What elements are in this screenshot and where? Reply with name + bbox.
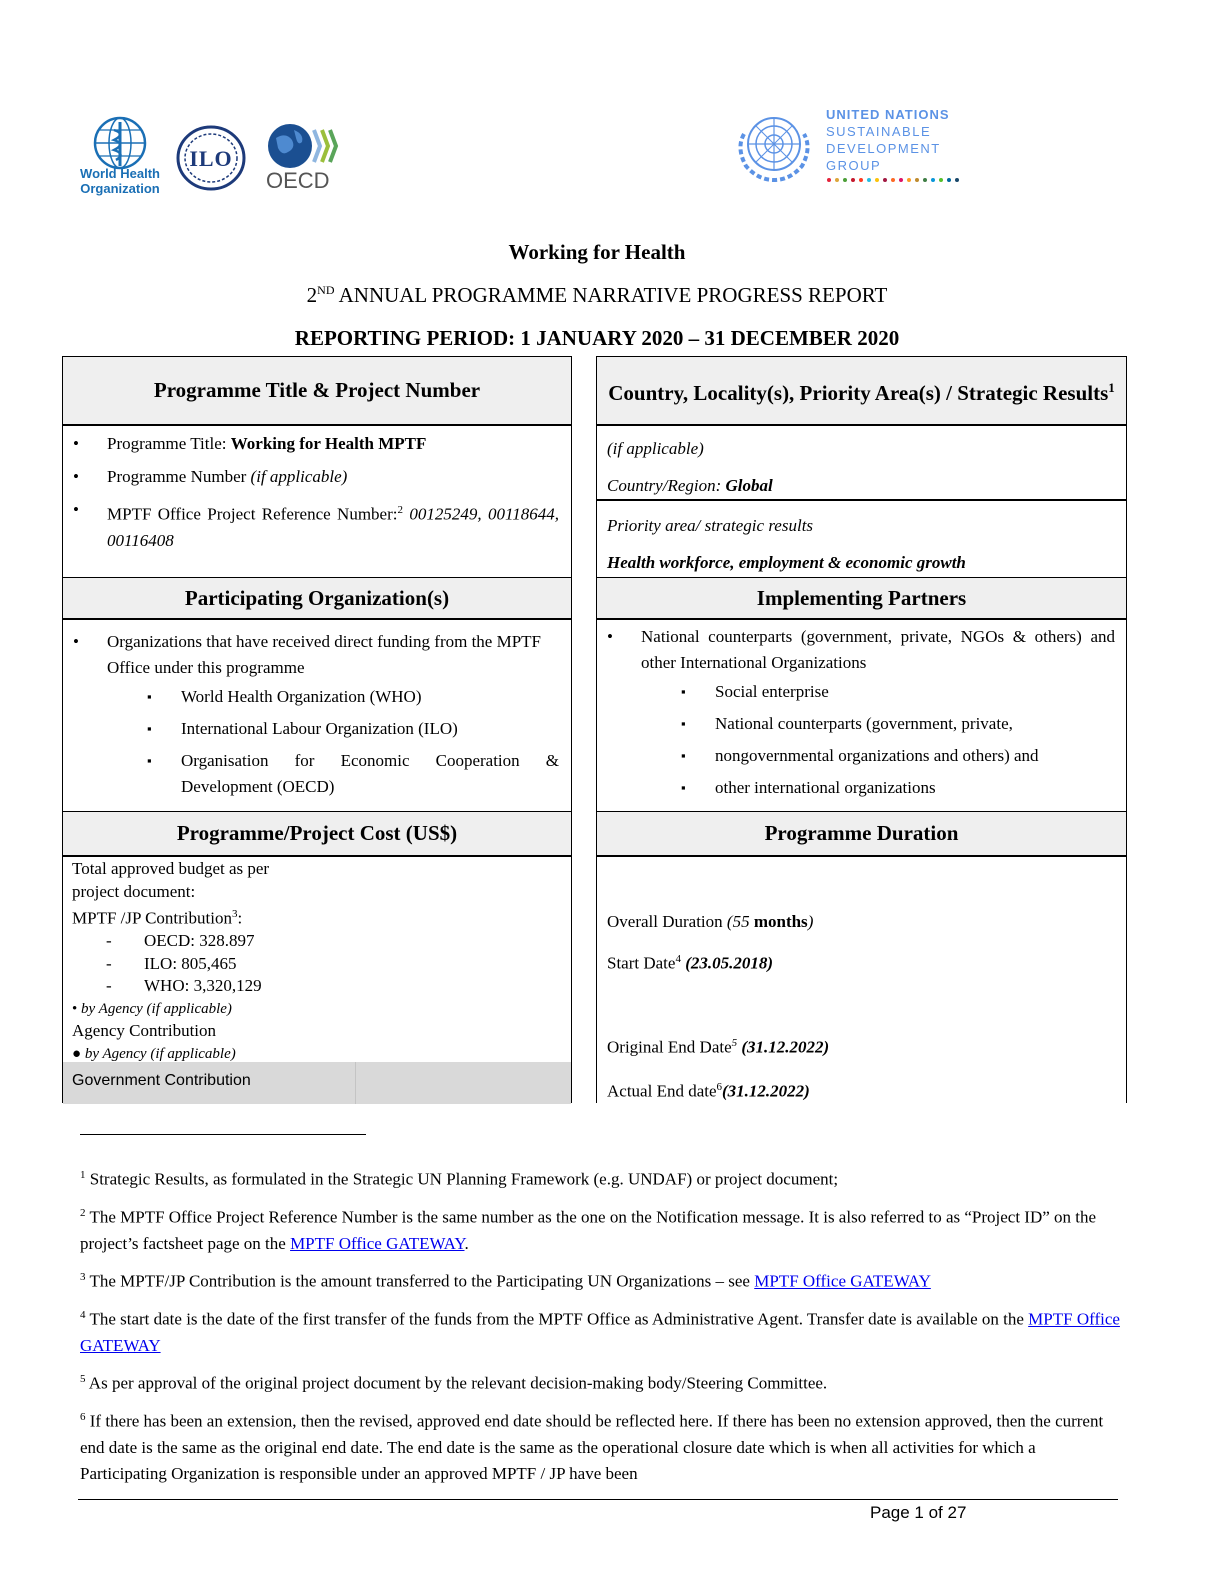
mptf-ref-sup: 2 <box>397 504 403 516</box>
cost-header: Programme/Project Cost (US$) <box>63 812 571 855</box>
divider <box>63 618 571 620</box>
orig-end-sup: 5 <box>731 1037 738 1049</box>
cost-item-ilo <box>72 953 269 976</box>
participating-intro <box>63 629 559 800</box>
cost-line2: project document: <box>72 881 196 901</box>
mptf-gateway-link[interactable]: MPTF Office GATEWAY <box>80 1309 1120 1355</box>
page-number: Page 1 of 27 <box>870 1503 967 1522</box>
overall-label: Overall Duration <box>607 912 727 931</box>
country-region-label: Country/Region: <box>607 476 726 495</box>
orig-end-value: (31.12.2022) <box>737 1037 830 1057</box>
cost-item-who <box>72 975 269 998</box>
fn-text: If there has been an extension, then the revised, approved end date should be reflected here. If there has been no extension approved, then the current end date is the same as the original end date. The end date is the same as the operational closure date which is when all activities for which a Participating Organization is responsible under an approved MPTF / JP have been <box>80 1411 1104 1483</box>
government-contribution: Government Contribution <box>72 1072 251 1089</box>
implementing-item: ▪ other international organizations <box>641 775 1115 801</box>
programme-title-box <box>62 356 572 578</box>
divider <box>597 855 1126 857</box>
start-label: Start Date <box>607 953 676 973</box>
report-title: Working for Health <box>508 240 686 264</box>
by-agency-1 <box>72 998 269 1021</box>
participating-header: Participating Organization(s) <box>63 578 571 618</box>
cost-content <box>72 858 269 1065</box>
actual-end-date <box>607 1074 810 1105</box>
original-end-date <box>607 1030 829 1061</box>
dash: - <box>106 976 112 996</box>
unsdg-logo <box>732 104 972 188</box>
cost-line1: Total approved budget as per <box>72 859 270 878</box>
cost-item-text: WHO: 3,320,129 <box>144 976 262 996</box>
fn-sup: 5 <box>80 1373 86 1385</box>
implementing-box <box>596 577 1127 812</box>
overall-value-bold: months <box>753 912 808 931</box>
who-logo-line1: World Health <box>80 166 160 181</box>
footnote-1 <box>80 1162 1120 1193</box>
participating-box <box>62 577 572 812</box>
un-emblem-icon <box>732 104 816 184</box>
implementing-item: ▪ nongovernmental organizations and others) and <box>641 743 1115 769</box>
start-sup: 4 <box>675 953 681 965</box>
fn-sup: 2 <box>80 1207 86 1219</box>
country-header-text: Country, Locality(s), Priority Area(s) / Strategic Results <box>608 381 1109 405</box>
fn-text: Strategic Results, as formulated in the Strategic UN Planning Framework (e.g. UNDAF) or project document; <box>85 1169 839 1189</box>
actual-end-value: (31.12.2022) <box>722 1081 810 1101</box>
fn-period: . <box>464 1233 469 1253</box>
cost-box <box>62 811 572 1103</box>
footnote-5 <box>80 1366 1120 1397</box>
footnote-separator <box>80 1134 366 1135</box>
programme-number-note: (if applicable) <box>250 467 348 486</box>
subtitle-pre: 2 <box>306 283 318 307</box>
participating-org: ▪ World Health Organization (WHO) <box>107 684 559 710</box>
oecd-globe-icon <box>266 122 340 170</box>
dash: - <box>106 931 112 951</box>
participating-orgs-list <box>107 684 559 800</box>
implementing-item: ▪ Social enterprise <box>641 679 1115 705</box>
cost-item-text: ILO: 805,465 <box>144 953 237 973</box>
divider <box>63 424 571 426</box>
orig-end-label: Original End Date <box>607 1037 732 1057</box>
subtitle-post: ANNUAL PROGRAMME NARRATIVE PROGRESS REPORT <box>334 283 888 307</box>
country-if-applicable: (if applicable) <box>607 439 704 458</box>
who-logo-line2: Organization <box>80 181 160 196</box>
start-date <box>607 946 773 977</box>
cost-contrib-colon: : <box>237 908 243 928</box>
by-agency-text: by Agency (if applicable) <box>84 1045 236 1062</box>
oecd-logo <box>266 122 340 194</box>
implementing-header: Implementing Partners <box>597 578 1126 618</box>
who-logo <box>78 116 162 198</box>
country-box <box>596 356 1127 578</box>
country-header <box>597 357 1126 424</box>
country-region <box>607 473 773 499</box>
unsdg-line3: DEVELOPMENT <box>826 141 941 156</box>
unsdg-line1: UNITED NATIONS <box>826 107 950 122</box>
programme-title-header: Programme Title & Project Number <box>63 357 571 424</box>
programme-title-label: Programme Title: <box>107 434 231 453</box>
mptf-ref-item <box>63 497 559 554</box>
fn-sup: 3 <box>80 1271 86 1283</box>
subtitle-sup: ND <box>317 283 335 297</box>
fn-sup: 6 <box>80 1411 86 1423</box>
overall-duration <box>607 909 813 935</box>
participating-org: ▪ Organisation for Economic Cooperation & Development (OECD) <box>107 748 559 800</box>
participating-intro-text: Organizations that have received direct funding from the MPTF Office under this programme <box>107 632 542 677</box>
implementing-item: ▪ National counterparts (government, private, <box>641 711 1115 737</box>
country-header-sup: 1 <box>1108 380 1115 395</box>
divider <box>355 1062 356 1104</box>
programme-title-list <box>63 431 559 561</box>
cost-item-oecd <box>72 930 269 953</box>
bullet: ● <box>72 1045 85 1062</box>
overall-value-open: (55 <box>726 912 754 931</box>
participating-list <box>63 629 559 807</box>
programme-title-value: Working for Health MPTF <box>230 434 427 453</box>
who-emblem-icon <box>78 116 162 172</box>
priority-value: Health workforce, employment & economic growth <box>607 553 966 572</box>
fn-text: The MPTF/JP Contribution is the amount transferred to the Participating UN Organizations – see <box>85 1271 755 1291</box>
bullet: • <box>72 1000 82 1017</box>
programme-number-label: Programme Number <box>107 467 251 486</box>
duration-box <box>596 811 1127 1103</box>
programme-title-item <box>63 431 559 457</box>
duration-header: Programme Duration <box>597 812 1126 855</box>
participating-org: ▪ International Labour Organization (ILO) <box>107 716 559 742</box>
footer-rule <box>78 1499 1118 1500</box>
government-contribution-row <box>63 1062 571 1104</box>
mptf-ref-label: MPTF Office Project Reference Number: <box>107 504 398 524</box>
fn-sup: 4 <box>80 1309 86 1321</box>
cost-contrib <box>72 903 269 930</box>
footnote-2 <box>80 1200 1120 1257</box>
footnote-3 <box>80 1264 1120 1295</box>
mptf-ref-value: 00125249, 00118644, 00116408 <box>107 504 559 550</box>
start-value: (23.05.2018) <box>680 953 774 973</box>
divider <box>597 618 1126 620</box>
implementing-intro <box>597 624 1115 801</box>
agency-contribution: Agency Contribution <box>72 1021 217 1041</box>
overall-value-close: ) <box>807 912 814 931</box>
actual-end-label: Actual End date <box>607 1081 717 1101</box>
sdg-color-dots-icon <box>826 176 966 184</box>
cost-contrib-sup: 3 <box>231 908 238 920</box>
footnote-4 <box>80 1302 1120 1359</box>
country-region-value: Global <box>725 476 773 495</box>
by-agency-text: by Agency (if applicable) <box>81 1000 232 1017</box>
reporting-period: REPORTING PERIOD: 1 JANUARY 2020 – 31 DECEMBER 2020 <box>294 326 900 350</box>
implementing-list <box>597 624 1115 808</box>
mptf-gateway-link[interactable]: MPTF Office GATEWAY <box>754 1271 931 1291</box>
cost-item-text: OECD: 328.897 <box>144 931 255 951</box>
footnote-6 <box>80 1404 1120 1487</box>
divider <box>597 424 1126 426</box>
implementing-intro-text: National counterparts (government, private, NGOs & others) and other International Organizations <box>641 627 1115 672</box>
fn-text: The start date is the date of the first transfer of the funds from the MPTF Office as Administrative Agent. Transfer date is available on the <box>85 1309 1029 1329</box>
unsdg-line2: SUSTAINABLE <box>826 124 932 139</box>
programme-number-item <box>63 464 559 490</box>
fn-text: As per approval of the original project document by the relevant decision-making body/Steering Committee. <box>85 1373 828 1393</box>
fn-text: The MPTF Office Project Reference Number is the same number as the one on the Notification message. It is also referred to as “Project ID” on the project’s factsheet page on the <box>80 1207 1097 1253</box>
mptf-gateway-link[interactable]: MPTF Office GATEWAY <box>290 1233 465 1253</box>
actual-end-sup: 6 <box>716 1081 723 1093</box>
report-subtitle <box>0 283 1194 308</box>
ilo-logo-text: ILO <box>189 146 233 171</box>
oecd-logo-text: OECD <box>266 168 330 193</box>
dash: - <box>106 953 112 973</box>
implementing-items-list <box>641 679 1115 801</box>
priority-label: Priority area/ strategic results <box>607 516 814 535</box>
divider <box>597 499 1126 501</box>
fn-sup: 1 <box>80 1169 86 1181</box>
cost-contrib-label: MPTF /JP Contribution <box>72 908 232 928</box>
divider <box>63 855 571 857</box>
unsdg-line4: GROUP <box>826 158 882 173</box>
ilo-logo <box>172 124 250 192</box>
